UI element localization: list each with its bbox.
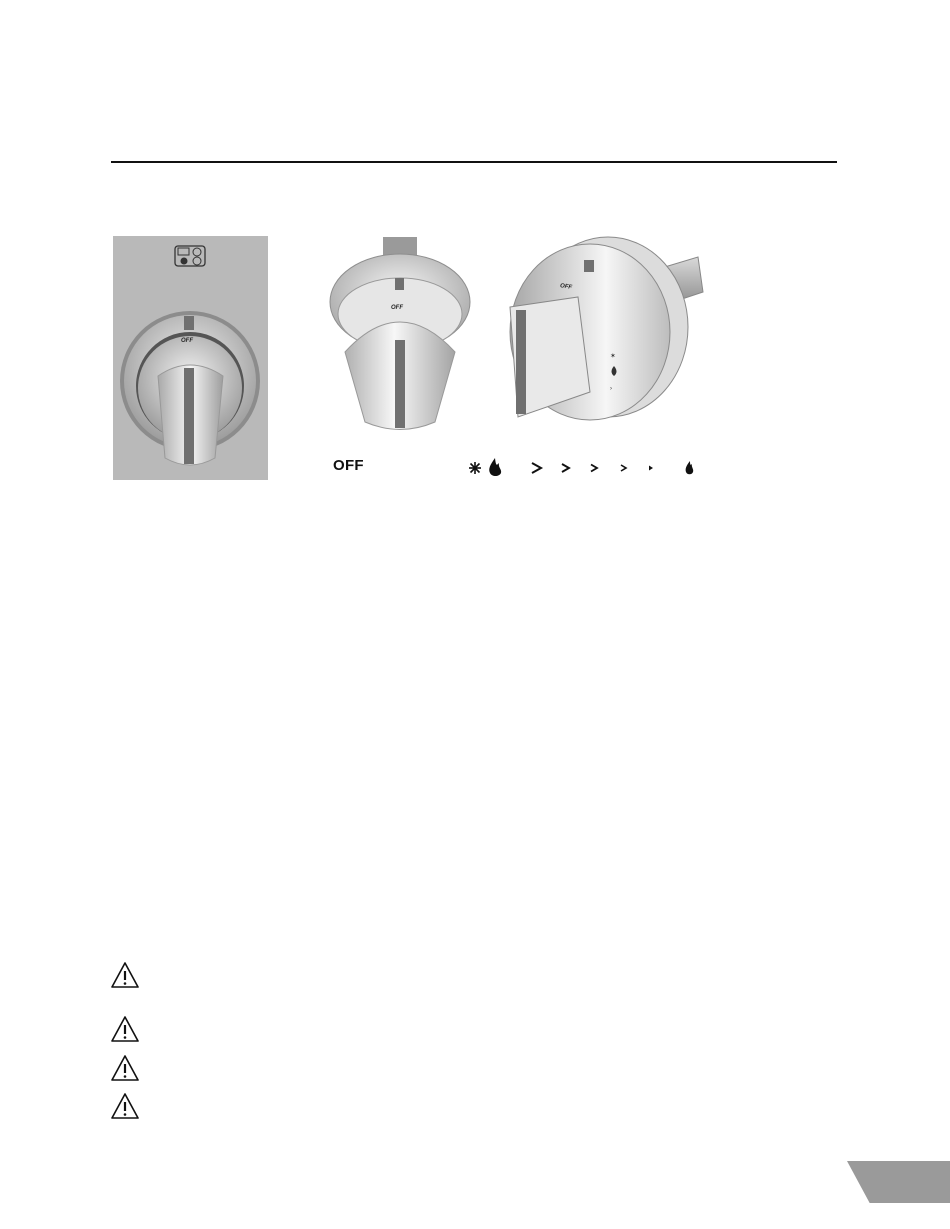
page-number-tab bbox=[847, 1161, 950, 1203]
arrow-icon bbox=[532, 463, 541, 473]
flame-scale bbox=[468, 455, 708, 479]
header-rule bbox=[111, 161, 837, 163]
front-off-marking: OFF bbox=[391, 305, 403, 311]
arrow-small-icon bbox=[649, 466, 653, 471]
warning-triangle-icon bbox=[110, 1015, 140, 1043]
svg-text:›: › bbox=[610, 386, 612, 392]
arrow-icon bbox=[621, 465, 626, 471]
arrow-icon bbox=[562, 464, 569, 472]
svg-text:✶: ✶ bbox=[610, 353, 616, 360]
knob-off-marking: OFF bbox=[181, 338, 193, 344]
arrow-icon bbox=[591, 465, 597, 472]
warning-triangle-icon bbox=[110, 1054, 140, 1082]
knob-front-view bbox=[325, 232, 475, 432]
large-flame-icon bbox=[489, 458, 501, 476]
small-flame-icon bbox=[686, 461, 694, 474]
control-panel-photo bbox=[113, 236, 268, 480]
side-off-marking: OFF bbox=[559, 283, 573, 291]
warning-triangle-icon bbox=[110, 1092, 140, 1120]
warning-triangle-icon bbox=[110, 961, 140, 989]
off-position-label: OFF bbox=[333, 457, 364, 474]
knob-side-view bbox=[498, 232, 718, 432]
burner-position-icon bbox=[175, 246, 205, 266]
ignition-spark-icon bbox=[469, 462, 481, 474]
